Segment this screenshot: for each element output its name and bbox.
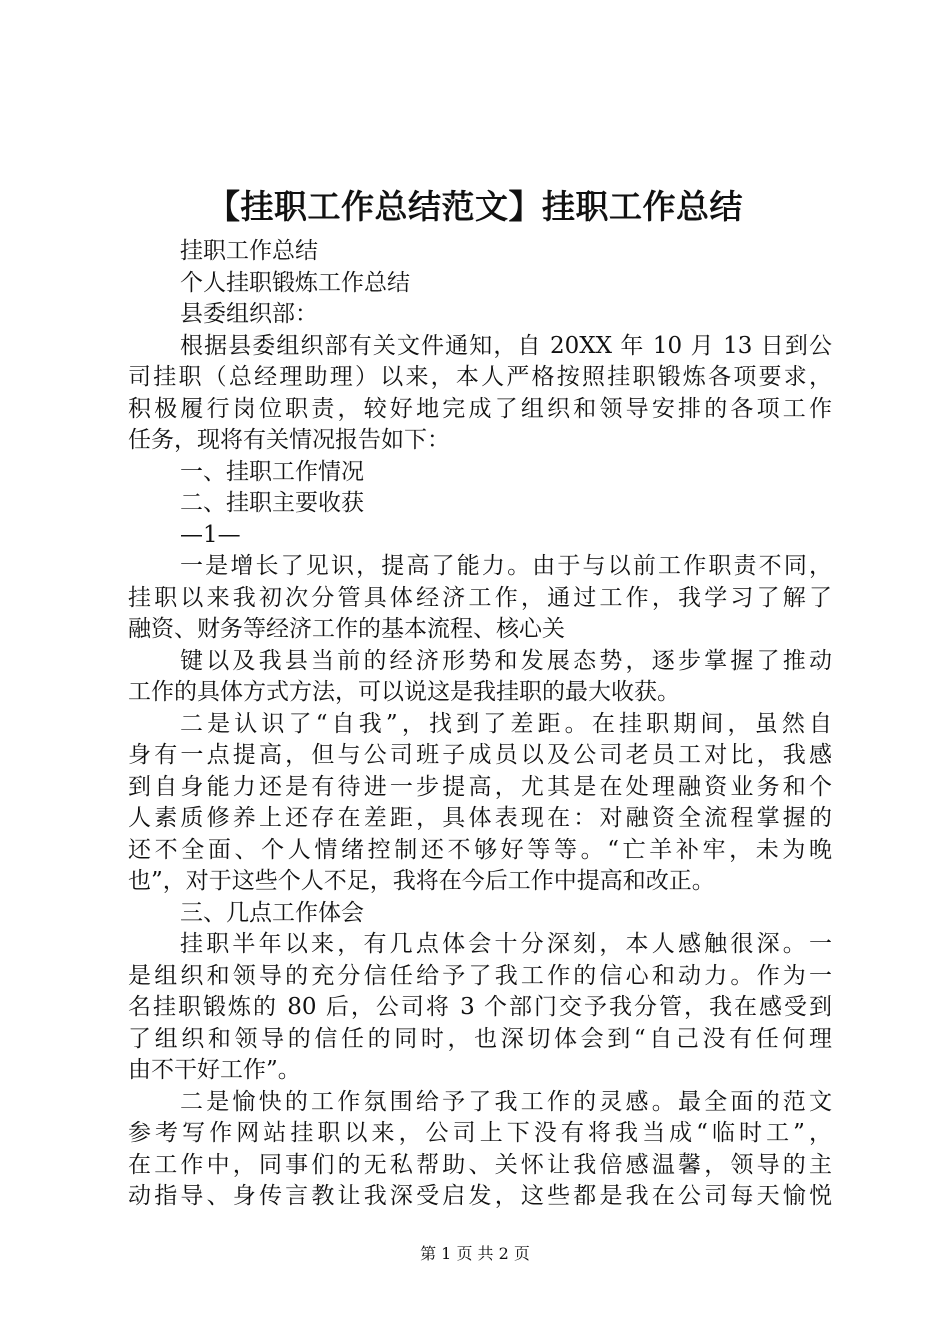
paragraph-line: 人素质修养上还存在差距，具体表现在：对融资全流程掌握的: [128, 805, 832, 831]
paragraph-line: 二是认识了“自我”，找到了差距。在挂职期间，虽然自: [180, 710, 832, 737]
paragraph-line: 是组织和领导的充分信任给予了我工作的信心和动力。作为一: [128, 962, 832, 989]
paragraph-line: 也”，对于这些个人不足，我将在今后工作中提高和改正。: [128, 868, 715, 894]
paragraph-line: 在工作中，同事们的无私帮助、关怀让我倍感温馨，领导的主: [128, 1151, 832, 1178]
paragraph-line: 了组织和领导的信任的同时，也深切体会到“自己没有任何理: [128, 1025, 832, 1052]
paragraph-line: 司挂职（总经理助理）以来，本人严格按照挂职锻炼各项要求，: [128, 364, 832, 390]
paragraph-line: 还不全面、个人情绪控制还不够好等等。“亡羊补牢，未为晚: [128, 836, 832, 863]
salutation-line: 县委组织部：: [180, 301, 318, 327]
paragraph-line: 由不干好工作”。: [128, 1057, 301, 1083]
paragraph-line: 任务，现将有关情况报告如下：: [128, 427, 450, 453]
paragraph-line: 到自身能力还是有待进一步提高，尤其是在处理融资业务和个: [128, 773, 832, 800]
paragraph-line: 二是愉快的工作氛围给予了我工作的灵感。最全面的范文: [180, 1088, 832, 1115]
page-footer: 第 1 页 共 2 页: [420, 1244, 530, 1263]
section-heading: 二、挂职主要收获: [180, 490, 364, 516]
paragraph-line: 积极履行岗位职责，较好地完成了组织和领导安排的各项工作: [128, 395, 832, 422]
paragraph-line: 根据县委组织部有关文件通知，自 20XX 年 10 月 13 日到公: [180, 332, 832, 359]
paragraph-line: 名挂职锻炼的 80 后，公司将 3 个部门交予我分管，我在感受到: [128, 994, 832, 1020]
section-heading: 一、挂职工作情况: [180, 458, 364, 485]
paragraph-line: 动指导、身传言教让我深受启发，这些都是我在公司每天愉悦: [128, 1183, 832, 1209]
paragraph-line: 身有一点提高，但与公司班子成员以及公司老员工对比，我感: [128, 742, 832, 768]
paragraph-line: 一是增长了见识，提高了能力。由于与以前工作职责不同，: [180, 553, 832, 579]
page-marker: —1—: [180, 521, 241, 548]
subtitle-line: 个人挂职锻炼工作总结: [180, 269, 410, 296]
paragraph-line: 工作的具体方式方法，可以说这是我挂职的最大收获。: [128, 679, 680, 705]
document-title: 【挂职工作总结范文】挂职工作总结: [207, 187, 743, 226]
paragraph-line: 键以及我县当前的经济形势和发展态势，逐步掌握了推动: [180, 647, 832, 674]
subtitle-line: 挂职工作总结: [180, 238, 318, 264]
document-body: [128, 236, 832, 1213]
paragraph-line: 参考写作网站挂职以来，公司上下没有将我当成“临时工”，: [128, 1120, 832, 1146]
section-heading: 三、几点工作体会: [180, 899, 364, 926]
paragraph-line: 融资、财务等经济工作的基本流程、核心关: [128, 616, 565, 642]
paragraph-line: 挂职以来我初次分管具体经济工作，通过工作，我学习了解了: [128, 584, 832, 611]
paragraph-line: 挂职半年以来，有几点体会十分深刻，本人感触很深。一: [180, 931, 832, 957]
